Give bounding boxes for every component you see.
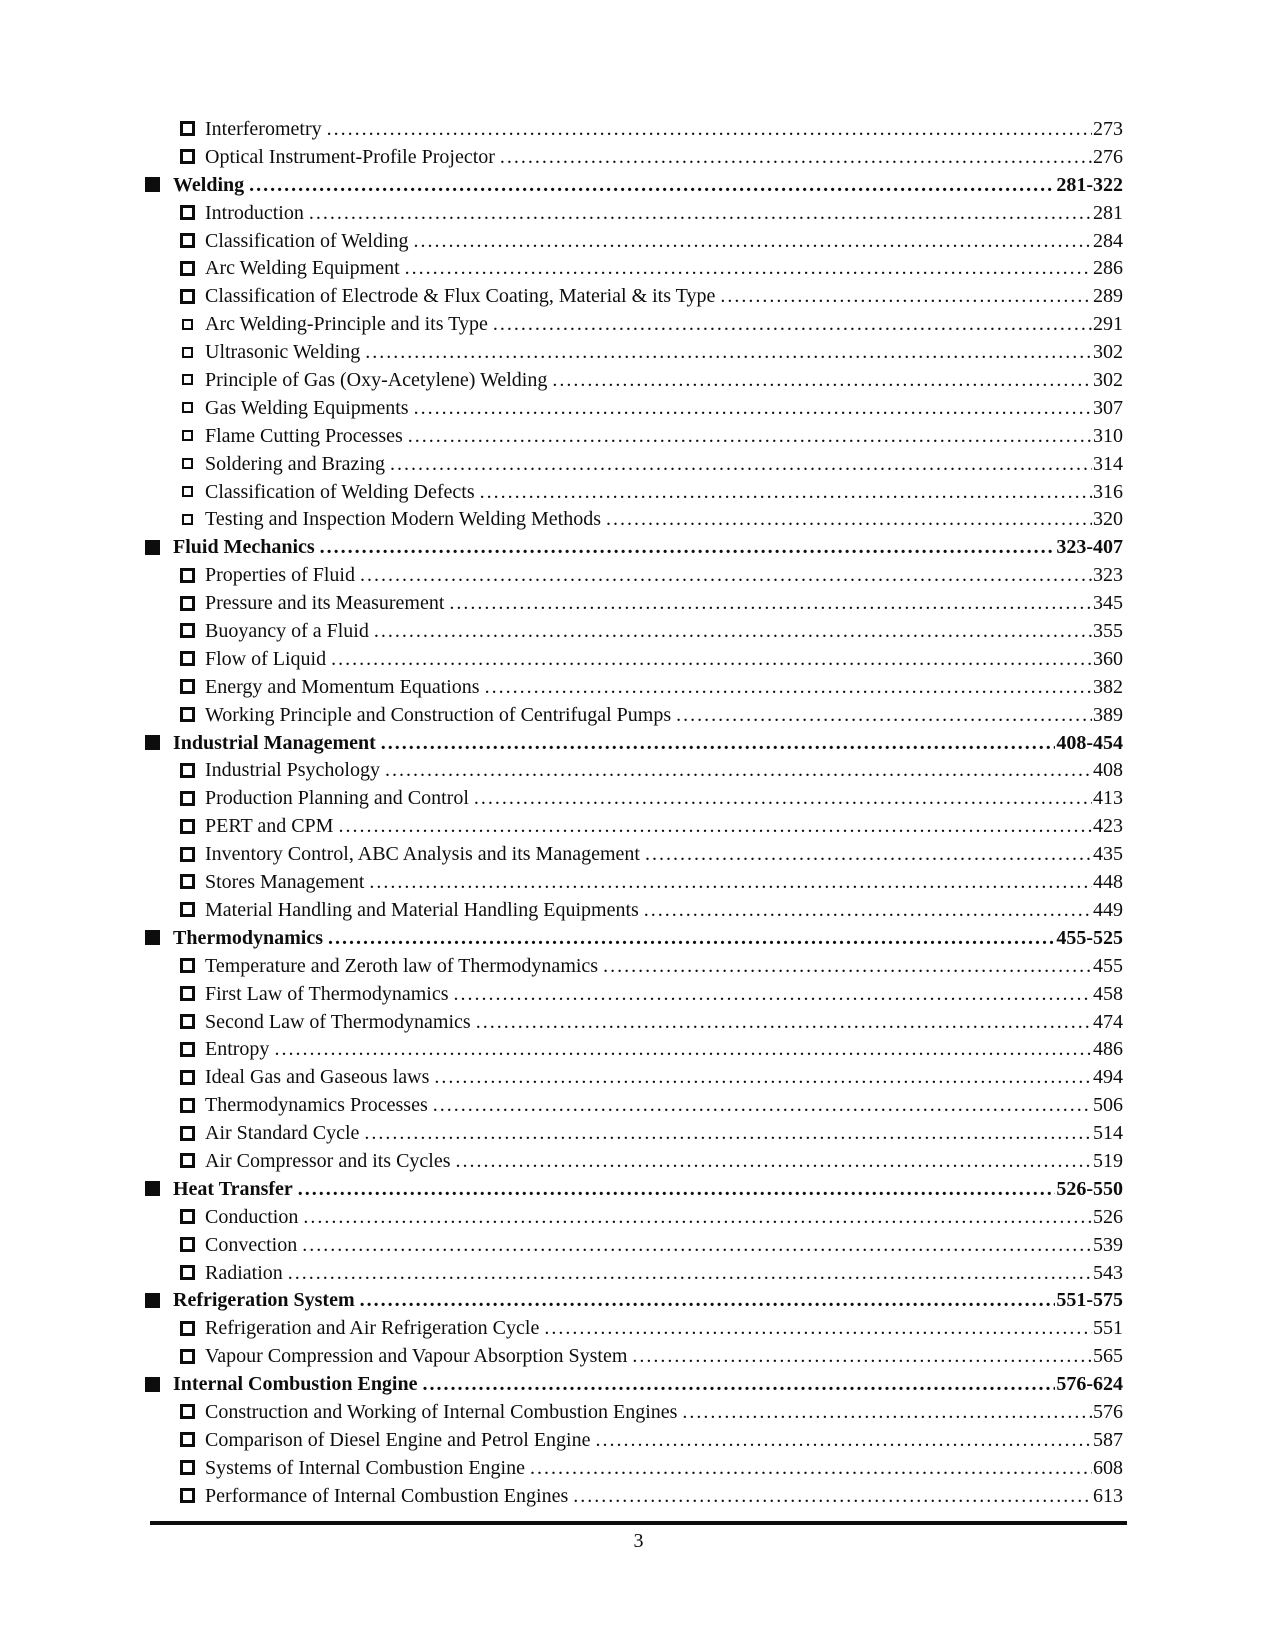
toc-row	[0, 116, 1275, 144]
toc-row	[0, 451, 1275, 479]
toc-entry-label: Systems of Internal Combustion Engine	[205, 1456, 525, 1479]
dot-leader	[552, 367, 1092, 395]
toc-entry-page: 408	[1093, 759, 1123, 782]
toc-row	[0, 1064, 1275, 1092]
toc-entry-label: Stores Management	[205, 871, 365, 894]
toc-row	[0, 897, 1275, 925]
toc-entry-page: 320	[1093, 508, 1123, 531]
dot-leader	[485, 674, 1092, 702]
topic-hollow-square-icon	[180, 986, 195, 1001]
toc-row	[0, 1427, 1275, 1455]
toc-entry-label: Entropy	[205, 1038, 270, 1061]
toc-row	[0, 423, 1275, 451]
dot-leader	[298, 1176, 1056, 1204]
dot-leader	[433, 1092, 1092, 1120]
dot-leader	[327, 116, 1092, 144]
dot-leader	[302, 1232, 1092, 1260]
toc-row	[0, 590, 1275, 618]
toc-entry-page: 506	[1093, 1094, 1123, 1117]
topic-hollow-square-icon	[180, 874, 195, 889]
toc-entry-label: Refrigeration System	[173, 1289, 355, 1312]
dot-leader	[456, 1148, 1092, 1176]
chapter-filled-square-icon	[145, 1377, 160, 1392]
subtopic-small-square-icon	[182, 347, 193, 358]
toc-entry-page: 519	[1093, 1149, 1123, 1172]
toc-entry-page: 494	[1093, 1066, 1123, 1089]
toc-entry-page: 382	[1093, 675, 1123, 698]
toc-row	[0, 172, 1275, 200]
chapter-filled-square-icon	[145, 1293, 160, 1308]
toc-row	[0, 144, 1275, 172]
toc-entry-label: Optical Instrument-Profile Projector	[205, 145, 495, 168]
toc-entry-page: 539	[1093, 1233, 1123, 1256]
toc-entry-page: 551	[1093, 1317, 1123, 1340]
toc-entry-page: 408-454	[1056, 731, 1123, 754]
toc-entry-page: 355	[1093, 620, 1123, 643]
toc-row	[0, 785, 1275, 813]
toc-entry-page: 565	[1093, 1345, 1123, 1368]
chapter-filled-square-icon	[145, 930, 160, 945]
toc-entry-label: Material Handling and Material Handling Equipments	[205, 898, 639, 921]
toc-entry-page: 281-322	[1056, 173, 1123, 196]
footer-page-number: 3	[633, 1530, 644, 1552]
dot-leader	[606, 506, 1092, 534]
toc-row	[0, 1483, 1275, 1511]
dot-leader	[360, 562, 1092, 590]
toc-row	[0, 1232, 1275, 1260]
toc-row	[0, 1176, 1275, 1204]
dot-leader	[328, 925, 1055, 953]
toc-entry-page: 474	[1093, 1010, 1123, 1033]
chapter-filled-square-icon	[145, 177, 160, 192]
toc-row	[0, 646, 1275, 674]
dot-leader	[544, 1315, 1092, 1343]
dot-leader	[434, 1064, 1092, 1092]
toc-entry-label: Gas Welding Equipments	[205, 396, 409, 419]
topic-hollow-square-icon	[180, 1349, 195, 1364]
dot-leader	[644, 897, 1092, 925]
toc-entry-label: Performance of Internal Combustion Engines	[205, 1484, 569, 1507]
dot-leader	[414, 395, 1092, 423]
toc-entry-page: 323	[1093, 564, 1123, 587]
toc-entry-label: Working Principle and Construction of Centrifugal Pumps	[205, 703, 672, 726]
toc-row	[0, 702, 1275, 730]
topic-hollow-square-icon	[180, 902, 195, 917]
dot-leader	[500, 144, 1092, 172]
dot-leader	[274, 1036, 1092, 1064]
toc-row	[0, 841, 1275, 869]
dot-leader	[360, 1287, 1056, 1315]
subtopic-small-square-icon	[182, 402, 193, 413]
dot-leader	[365, 339, 1092, 367]
dot-leader	[381, 730, 1056, 758]
topic-hollow-square-icon	[180, 121, 195, 136]
toc-row	[0, 1148, 1275, 1176]
toc-entry-page: 291	[1093, 313, 1123, 336]
topic-hollow-square-icon	[180, 679, 195, 694]
topic-hollow-square-icon	[180, 1432, 195, 1447]
topic-hollow-square-icon	[180, 1126, 195, 1141]
toc-row	[0, 618, 1275, 646]
toc-entry-page: 486	[1093, 1038, 1123, 1061]
toc-entry-label: Construction and Working of Internal Combustion Engines	[205, 1400, 678, 1423]
toc-entry-page: 458	[1093, 982, 1123, 1005]
dot-leader	[720, 283, 1092, 311]
toc-row	[0, 311, 1275, 339]
toc-entry-page: 276	[1093, 145, 1123, 168]
topic-hollow-square-icon	[180, 1098, 195, 1113]
topic-hollow-square-icon	[180, 819, 195, 834]
toc-row	[0, 757, 1275, 785]
dot-leader	[374, 618, 1092, 646]
toc-entry-label: Energy and Momentum Equations	[205, 675, 480, 698]
toc-row	[0, 228, 1275, 256]
toc-entry-label: Soldering and Brazing	[205, 452, 385, 475]
toc-entry-page: 543	[1093, 1261, 1123, 1284]
topic-hollow-square-icon	[180, 1070, 195, 1085]
toc-entry-page: 526-550	[1056, 1177, 1123, 1200]
toc-entry-page: 576-624	[1056, 1373, 1123, 1396]
dot-leader	[474, 785, 1092, 813]
footer-rule	[150, 1521, 1127, 1525]
topic-hollow-square-icon	[180, 1321, 195, 1336]
toc-entry-label: First Law of Thermodynamics	[205, 982, 449, 1005]
dot-leader	[385, 757, 1092, 785]
toc-entry-page: 284	[1093, 229, 1123, 252]
toc-entry-page: 514	[1093, 1122, 1123, 1145]
dot-leader	[309, 200, 1092, 228]
topic-hollow-square-icon	[180, 233, 195, 248]
toc-entry-label: Arc Welding Equipment	[205, 257, 400, 280]
dot-leader	[414, 228, 1092, 256]
dot-leader	[480, 479, 1092, 507]
topic-hollow-square-icon	[180, 763, 195, 778]
toc-row	[0, 1343, 1275, 1371]
toc-entry-label: Air Standard Cycle	[205, 1122, 360, 1145]
toc-row	[0, 1260, 1275, 1288]
topic-hollow-square-icon	[180, 651, 195, 666]
subtopic-small-square-icon	[182, 514, 193, 525]
dot-leader	[364, 1120, 1092, 1148]
topic-hollow-square-icon	[180, 149, 195, 164]
topic-hollow-square-icon	[180, 261, 195, 276]
toc-row	[0, 534, 1275, 562]
toc-entry-label: Interferometry	[205, 118, 322, 140]
toc-entry-page: 435	[1093, 843, 1123, 866]
toc-entry-label: Fluid Mechanics	[173, 536, 315, 559]
topic-hollow-square-icon	[180, 596, 195, 611]
toc-entry-label: Ideal Gas and Gaseous laws	[205, 1066, 430, 1089]
topic-hollow-square-icon	[180, 1265, 195, 1280]
toc-entry-page: 608	[1093, 1456, 1123, 1479]
toc-entry-label: Inventory Control, ABC Analysis and its Management	[205, 843, 640, 866]
toc-entry-label: Refrigeration and Air Refrigeration Cycle	[205, 1317, 540, 1340]
topic-hollow-square-icon	[180, 1237, 195, 1252]
toc-row	[0, 813, 1275, 841]
toc-entry-label: Radiation	[205, 1261, 283, 1284]
toc-entry-page: 316	[1093, 480, 1123, 503]
toc-entry-label: Ultrasonic Welding	[205, 341, 361, 364]
toc-row	[0, 1315, 1275, 1343]
chapter-filled-square-icon	[145, 1181, 160, 1196]
toc-row	[0, 1036, 1275, 1064]
dot-leader	[320, 534, 1056, 562]
toc-entry-label: Comparison of Diesel Engine and Petrol Engine	[205, 1428, 591, 1451]
chapter-filled-square-icon	[145, 735, 160, 750]
topic-hollow-square-icon	[180, 205, 195, 220]
toc-entry-page: 423	[1093, 815, 1123, 838]
topic-hollow-square-icon	[180, 1460, 195, 1475]
topic-hollow-square-icon	[180, 1404, 195, 1419]
toc-entry-label: Vapour Compression and Vapour Absorption System	[205, 1345, 628, 1368]
toc-entry-label: Testing and Inspection Modern Welding Methods	[205, 508, 602, 531]
dot-leader	[408, 423, 1092, 451]
dot-leader	[449, 590, 1092, 618]
toc-row	[0, 339, 1275, 367]
dot-leader	[493, 311, 1092, 339]
toc-entry-page: 314	[1093, 452, 1123, 475]
topic-hollow-square-icon	[180, 1153, 195, 1168]
toc-row	[0, 200, 1275, 228]
dot-leader	[682, 1399, 1092, 1427]
dot-leader	[331, 646, 1092, 674]
toc-entry-page: 449	[1093, 898, 1123, 921]
dot-leader	[603, 953, 1092, 981]
toc-entry-page: 587	[1093, 1428, 1123, 1451]
topic-hollow-square-icon	[180, 1209, 195, 1224]
dot-leader	[249, 172, 1055, 200]
toc-entry-page: 302	[1093, 341, 1123, 364]
dot-leader	[405, 255, 1092, 283]
toc-entry-page: 273	[1093, 118, 1123, 140]
dot-leader	[288, 1260, 1092, 1288]
toc-row	[0, 1287, 1275, 1315]
subtopic-small-square-icon	[182, 430, 193, 441]
subtopic-small-square-icon	[182, 374, 193, 385]
toc-row	[0, 367, 1275, 395]
toc-entry-label: Principle of Gas (Oxy-Acetylene) Welding	[205, 369, 548, 392]
subtopic-small-square-icon	[182, 458, 193, 469]
topic-hollow-square-icon	[180, 1014, 195, 1029]
toc-entry-label: Convection	[205, 1233, 298, 1256]
toc-row	[0, 255, 1275, 283]
toc-entry-page: 310	[1093, 424, 1123, 447]
toc-entry-label: Properties of Fluid	[205, 564, 355, 587]
topic-hollow-square-icon	[180, 791, 195, 806]
toc-entry-label: Air Compressor and its Cycles	[205, 1149, 451, 1172]
topic-hollow-square-icon	[180, 568, 195, 583]
dot-leader	[645, 841, 1092, 869]
toc-row	[0, 506, 1275, 534]
toc-entry-page: 413	[1093, 787, 1123, 810]
toc-entry-page: 576	[1093, 1400, 1123, 1423]
toc-entry-page: 455-525	[1056, 926, 1123, 949]
dot-leader	[676, 702, 1092, 730]
toc-entry-label: Thermodynamics	[173, 926, 323, 949]
dot-leader	[632, 1343, 1092, 1371]
toc-entry-label: Production Planning and Control	[205, 787, 469, 810]
toc-entry-page: 551-575	[1056, 1289, 1123, 1312]
toc-entry-page: 448	[1093, 871, 1123, 894]
toc-entry-page: 302	[1093, 369, 1123, 392]
toc-entry-label: Welding	[173, 173, 245, 196]
toc-entry-label: Arc Welding-Principle and its Type	[205, 313, 488, 336]
toc-entry-page: 526	[1093, 1205, 1123, 1228]
dot-leader	[303, 1204, 1092, 1232]
dot-leader	[595, 1427, 1092, 1455]
toc-row	[0, 981, 1275, 1009]
toc-entry-page: 307	[1093, 396, 1123, 419]
toc-entry-label: Classification of Electrode & Flux Coating, Material & its Type	[205, 285, 716, 308]
topic-hollow-square-icon	[180, 707, 195, 722]
subtopic-small-square-icon	[182, 319, 193, 330]
toc-entry-page: 286	[1093, 257, 1123, 280]
topic-hollow-square-icon	[180, 289, 195, 304]
dot-leader	[390, 451, 1092, 479]
toc-entry-label: Introduction	[205, 201, 304, 224]
toc-row	[0, 283, 1275, 311]
toc-row	[0, 1204, 1275, 1232]
toc-row	[0, 1120, 1275, 1148]
topic-hollow-square-icon	[180, 847, 195, 862]
toc-entry-page: 455	[1093, 954, 1123, 977]
toc-row	[0, 562, 1275, 590]
toc-row	[0, 674, 1275, 702]
toc-row	[0, 395, 1275, 423]
dot-leader	[453, 981, 1092, 1009]
topic-hollow-square-icon	[180, 958, 195, 973]
dot-leader	[530, 1455, 1092, 1483]
toc-entry-label: Internal Combustion Engine	[173, 1373, 418, 1396]
topic-hollow-square-icon	[180, 1488, 195, 1503]
toc-entry-label: Classification of Welding	[205, 229, 409, 252]
toc-entry-page: 323-407	[1056, 536, 1123, 559]
toc-row	[0, 1399, 1275, 1427]
toc-entry-page: 289	[1093, 285, 1123, 308]
toc-row	[0, 925, 1275, 953]
toc-entry-page: 613	[1093, 1484, 1123, 1507]
toc-row	[0, 953, 1275, 981]
subtopic-small-square-icon	[182, 486, 193, 497]
toc-entry-label: Industrial Psychology	[205, 759, 380, 782]
toc-entry-label: Temperature and Zeroth law of Thermodynamics	[205, 954, 599, 977]
dot-leader	[338, 813, 1092, 841]
toc-row	[0, 730, 1275, 758]
toc-entry-label: Second Law of Thermodynamics	[205, 1010, 471, 1033]
toc-entry-label: Flow of Liquid	[205, 647, 327, 670]
chapter-filled-square-icon	[145, 540, 160, 555]
dot-leader	[423, 1371, 1056, 1399]
topic-hollow-square-icon	[180, 623, 195, 638]
toc-row	[0, 1009, 1275, 1037]
toc-entry-label: PERT and CPM	[205, 815, 334, 838]
toc-row	[0, 479, 1275, 507]
toc-entry-label: Heat Transfer	[173, 1177, 293, 1200]
toc-entry-label: Buoyancy of a Fluid	[205, 620, 369, 643]
toc-row	[0, 1092, 1275, 1120]
toc-entry-label: Flame Cutting Processes	[205, 424, 403, 447]
toc-entry-label: Pressure and its Measurement	[205, 592, 445, 615]
toc-entry-page: 360	[1093, 647, 1123, 670]
toc-entry-label: Thermodynamics Processes	[205, 1094, 428, 1117]
toc-row	[0, 1371, 1275, 1399]
dot-leader	[476, 1009, 1092, 1037]
toc-entry-label: Industrial Management	[173, 731, 376, 754]
table-of-contents	[0, 116, 1275, 1511]
toc-entry-label: Conduction	[205, 1205, 299, 1228]
toc-entry-page: 345	[1093, 592, 1123, 615]
dot-leader	[573, 1483, 1092, 1511]
toc-row	[0, 1455, 1275, 1483]
dot-leader	[369, 869, 1092, 897]
topic-hollow-square-icon	[180, 1042, 195, 1057]
toc-row	[0, 869, 1275, 897]
toc-entry-label: Classification of Welding Defects	[205, 480, 475, 503]
toc-entry-page: 281	[1093, 201, 1123, 224]
toc-entry-page: 389	[1093, 703, 1123, 726]
